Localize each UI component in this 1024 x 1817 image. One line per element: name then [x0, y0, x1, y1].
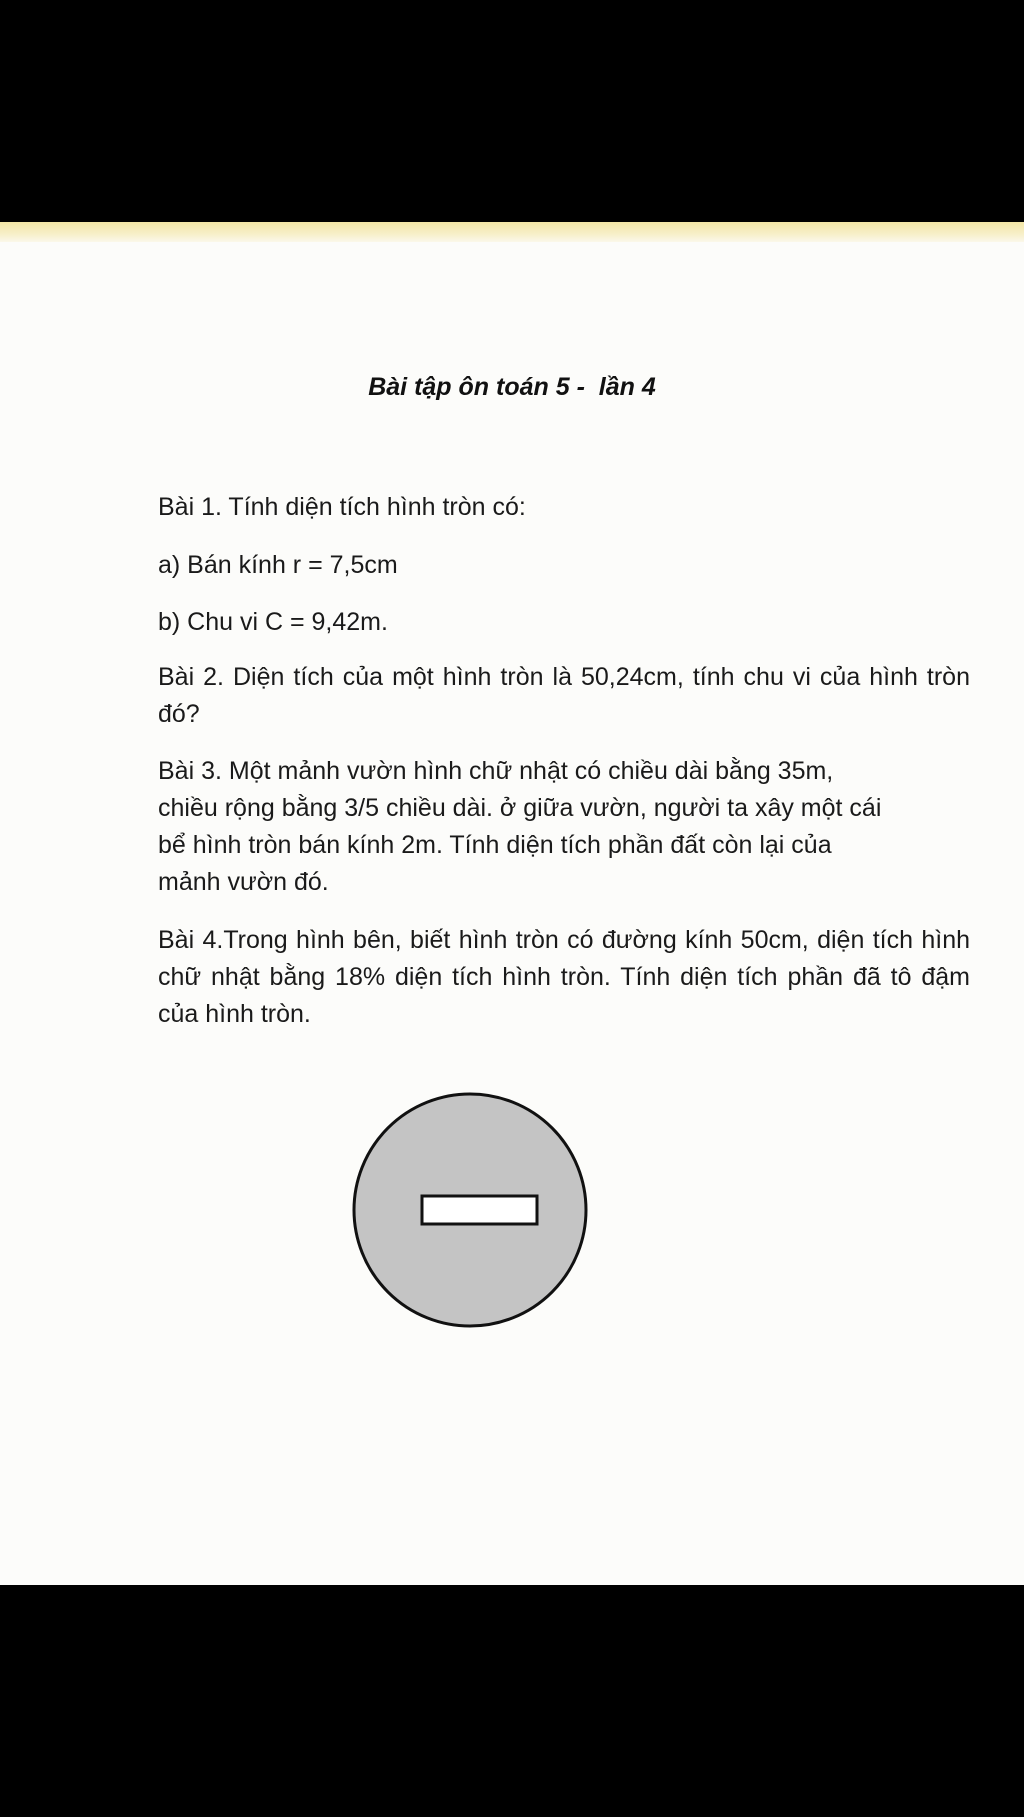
top-black-bar: [0, 0, 1024, 222]
exercise-2: Bài 2. Diện tích của một hình tròn là 50,24cm, tính chu vi của hình tròn đó?: [158, 663, 970, 728]
exercise-list: [158, 489, 970, 1054]
bottom-black-bar: [0, 1585, 1024, 1817]
inner-rectangle: [422, 1196, 537, 1224]
exercise-1-part-a: a) Bán kính r = 7,5cm: [158, 551, 398, 579]
exercise-1-heading: Bài 1. Tính diện tích hình tròn có:: [158, 493, 526, 521]
document-title: Bài tập ôn toán 5 - lần 4: [368, 373, 656, 401]
page-top-edge: [0, 222, 1024, 242]
exercise-1-part-b: b) Chu vi C = 9,42m.: [158, 608, 388, 636]
circle-rectangle-figure: [350, 1090, 590, 1330]
exercise-3: Bài 3. Một mảnh vườn hình chữ nhật có chiều dài bằng 35m, chiều rộng bằng 3/5 chiều dài. ở giữa vườn, người ta xây một cái bể hình tròn bán kính 2m. Tính diện tích phần đất còn lại của mảnh vườn đó.: [158, 757, 882, 896]
exercise-4: Bài 4.Trong hình bên, biết hình tròn có đường kính 50cm, diện tích hình chữ nhật bằng 18% diện tích hình tròn. Tính diện tích phần đã tô đậm của hình tròn.: [158, 926, 970, 1028]
